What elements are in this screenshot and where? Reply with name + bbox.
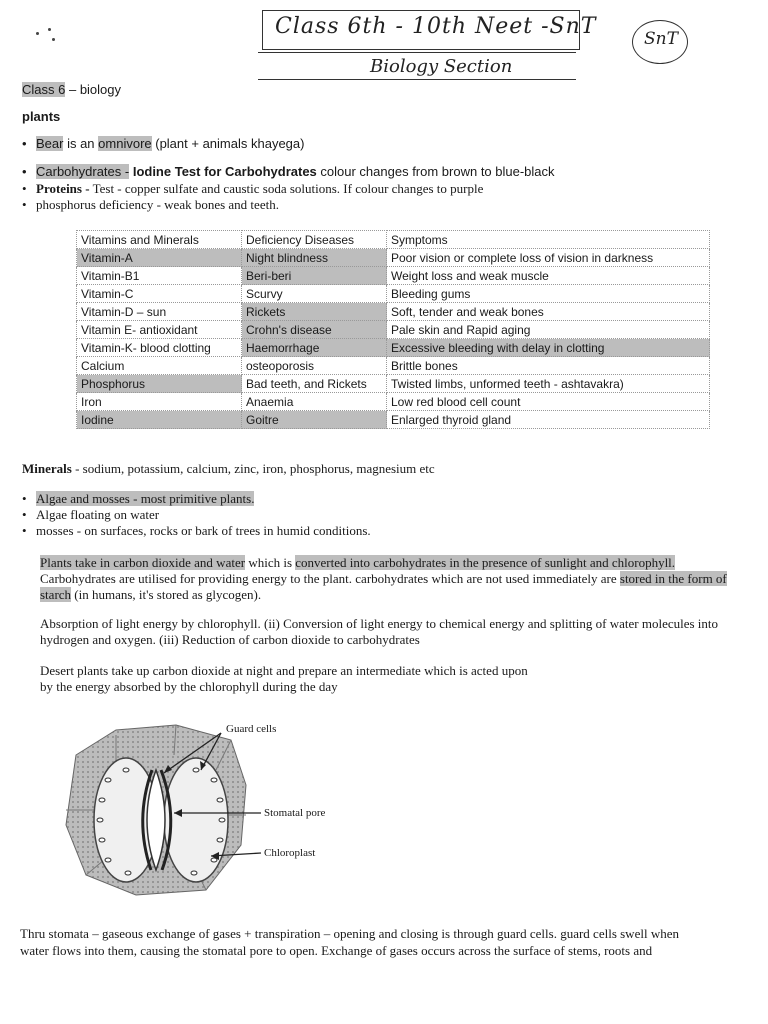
table-cell: Vitamin-D – sun <box>77 303 242 321</box>
bullet-proteins: • Proteins - Test - copper sulfate and caustic soda solutions. If colour changes to purple <box>22 181 484 196</box>
p1-d: Carbohydrates are utilised for providing energy to the plant. carbohydrates which are not used immediately are <box>40 571 620 586</box>
table-cell: Bleeding gums <box>387 285 710 303</box>
table-cell: Pale skin and Rapid aging <box>387 321 710 339</box>
desert-paragraph <box>40 663 730 695</box>
p1-c: converted into carbohydrates in the presence of sunlight and chlorophyll. <box>295 555 676 570</box>
table-cell: Vitamin-K- blood clotting <box>77 339 242 357</box>
table-cell: Brittle bones <box>387 357 710 375</box>
table-cell: Low red blood cell count <box>387 393 710 411</box>
bullet-algae-floating: • Algae floating on water <box>22 507 160 522</box>
table-cell: Iron <box>77 393 242 411</box>
table-header: Deficiency Diseases <box>242 231 387 249</box>
stomata-paragraph <box>20 925 740 959</box>
p1-e: stored in the form of starch <box>40 571 727 602</box>
class-label: Class 6 <box>22 82 66 97</box>
algae-floating-text: Algae floating on water <box>36 507 160 522</box>
table-cell: Anaemia <box>242 393 387 411</box>
table-cell: Crohn's disease <box>242 321 387 339</box>
bear-text: Bear <box>36 136 64 151</box>
table-cell: Bad teeth, and Rickets <box>242 375 387 393</box>
handwritten-subtitle: Biology Section <box>370 56 513 77</box>
table-row <box>77 375 710 393</box>
steps-paragraph: Absorption of light energy by chlorophyll. (ii) Conversion of light energy to chemical energy and splitting of water molecules into hydrogen and oxygen. (iii) Reduction of carbon dioxide to carbohydrates <box>40 616 719 647</box>
p1-a: Plants take in carbon dioxide and water <box>40 555 246 570</box>
scan-speck <box>52 38 55 41</box>
table-cell: Excessive bleeding with delay in clotting <box>387 339 710 357</box>
table-cell: osteoporosis <box>242 357 387 375</box>
table-header: Vitamins and Minerals <box>77 231 242 249</box>
minerals-text: - sodium, potassium, calcium, zinc, iron, phosphorus, magnesium etc <box>71 461 435 476</box>
bullet-algae: • Algae and mosses - most primitive plants. <box>22 491 255 506</box>
table-cell: Haemorrhage <box>242 339 387 357</box>
proteins-rest: Test - copper sulfate and caustic soda solutions. If colour changes to purple <box>89 181 484 196</box>
stomata-line-2: water flows into them, causing the stomatal pore to open. Exchange of gases occurs across the surface of stems, roots and <box>20 943 653 958</box>
table-header: Symptoms <box>387 231 710 249</box>
table-cell: Vitamin-A <box>77 249 242 267</box>
table-cell: Weight loss and weak muscle <box>387 267 710 285</box>
omnivore-text: omnivore <box>98 136 152 151</box>
table-row <box>77 357 710 375</box>
handwritten-title: Class 6th - 10th Neet -SnT <box>275 14 597 39</box>
table-cell: Scurvy <box>242 285 387 303</box>
carb-test: Iodine Test for Carbohydrates <box>129 164 317 179</box>
table-cell: Twisted limbs, unformed teeth - ashtavakra) <box>387 375 710 393</box>
photosynthesis-paragraph <box>40 555 730 603</box>
mosses-text: mosses - on surfaces, rocks or bark of trees in humid conditions. <box>36 523 371 538</box>
bear-mid: is an <box>63 136 99 151</box>
bullet-bear: • Bear is an omnivore (plant + animals khayega) <box>22 136 305 151</box>
algae-highlight: Algae and mosses - most primitive plants. <box>36 491 255 506</box>
table-cell: Vitamin-C <box>77 285 242 303</box>
scan-speck <box>48 28 51 31</box>
table-cell: Vitamin E- antioxidant <box>77 321 242 339</box>
table-row <box>77 321 710 339</box>
desert-line-2: by the energy absorbed by the chlorophyll during the day <box>40 679 338 694</box>
class-heading <box>22 82 121 97</box>
carb-rest: colour changes from brown to blue-black <box>316 164 555 179</box>
bear-post: (plant + animals khayega) <box>151 136 305 151</box>
class-suffix: – biology <box>65 82 122 97</box>
table-row <box>77 249 710 267</box>
bullet-mosses: • mosses - on surfaces, rocks or bark of trees in humid conditions. <box>22 523 371 538</box>
label-chloroplast: Chloroplast <box>264 847 316 859</box>
table-row <box>77 393 710 411</box>
scan-speck <box>36 32 39 35</box>
table-cell: Enlarged thyroid gland <box>387 411 710 429</box>
table-cell: Night blindness <box>242 249 387 267</box>
stomata-line-1: Thru stomata – gaseous exchange of gases + transpiration – opening and closing is through guard cells. guard cells swell when <box>20 926 679 941</box>
label-stomatal-pore: Stomatal pore <box>264 807 326 819</box>
carb-label: Carbohydrates - <box>36 164 130 179</box>
table-row <box>77 303 710 321</box>
table-cell: Vitamin-B1 <box>77 267 242 285</box>
desert-line-1: Desert plants take up carbon dioxide at night and prepare an intermediate which is acted upon <box>40 663 528 678</box>
table-row <box>77 411 710 429</box>
stomata-diagram <box>56 715 356 900</box>
table-row <box>77 267 710 285</box>
minerals-line <box>22 461 435 477</box>
proteins-label: Proteins - <box>36 181 90 196</box>
vitamins-table <box>76 230 710 429</box>
table-row <box>77 339 710 357</box>
minerals-label: Minerals <box>22 461 72 476</box>
circle-mark-text: SnT <box>644 29 678 49</box>
table-row <box>77 285 710 303</box>
bullet-carbohydrates: • Carbohydrates - Iodine Test for Carbohydrates colour changes from brown to blue-black <box>22 164 555 179</box>
p1-b: which is <box>245 555 296 570</box>
table-cell: Poor vision or complete loss of vision in darkness <box>387 249 710 267</box>
table-cell: Phosphorus <box>77 375 242 393</box>
table-cell: Goitre <box>242 411 387 429</box>
table-cell: Rickets <box>242 303 387 321</box>
table-header-row <box>77 231 710 249</box>
table-cell: Soft, tender and weak bones <box>387 303 710 321</box>
phosphorus-text: phosphorus deficiency - weak bones and teeth. <box>36 197 279 212</box>
section-heading: plants <box>22 109 61 124</box>
table-cell: Calcium <box>77 357 242 375</box>
table-cell: Beri-beri <box>242 267 387 285</box>
bullet-phosphorus: • phosphorus deficiency - weak bones and teeth. <box>22 197 279 212</box>
label-guard-cells: Guard cells <box>226 723 277 735</box>
p1-f: (in humans, it's stored as glycogen). <box>71 587 262 602</box>
table-cell: Iodine <box>77 411 242 429</box>
